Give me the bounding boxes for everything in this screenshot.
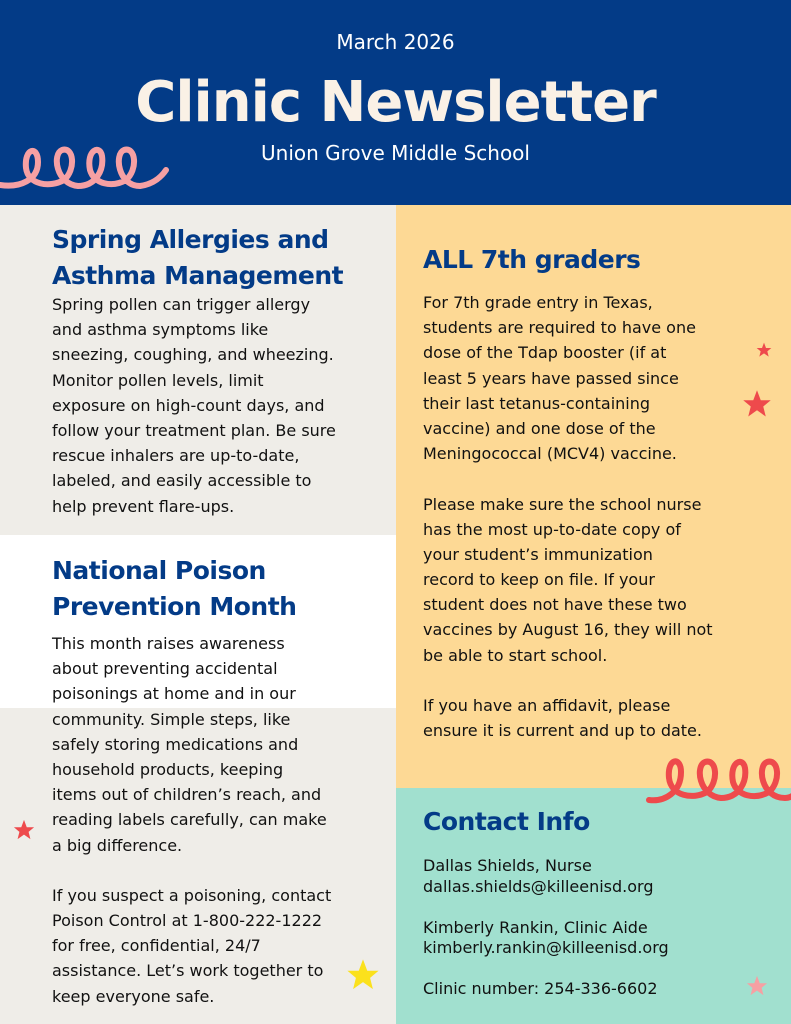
- nurse-name: Dallas Shields, Nurse: [423, 856, 592, 875]
- aide-name: Kimberly Rankin, Clinic Aide: [423, 917, 648, 937]
- red-star-icon: [756, 342, 772, 358]
- graders-heading: ALL 7th graders: [423, 245, 641, 274]
- text-line: poisonings at home and in our: [52, 684, 296, 704]
- text-line: Please make sure the school nurse: [423, 494, 702, 514]
- text-line: safely storing medications and: [52, 734, 299, 754]
- text-line: [423, 668, 713, 693]
- newsletter-title: Clinic Newsletter: [135, 70, 656, 135]
- text-line: [52, 858, 331, 883]
- contact-heading: Contact Info: [423, 807, 590, 836]
- text-line: keep everyone safe.: [52, 986, 215, 1006]
- text-line: This month raises awareness: [52, 634, 285, 653]
- text-line: Spring pollen can trigger allergy: [52, 295, 311, 314]
- text-line: record to keep on file. If your: [423, 570, 655, 590]
- text-line: items out of children’s reach, and: [52, 785, 322, 805]
- text-line: your student’s immunization: [423, 544, 653, 564]
- poison-body: [52, 631, 331, 1009]
- contact-body: [423, 856, 669, 1000]
- aide-email-link[interactable]: kimberly.rankin@killeenisd.org: [423, 938, 669, 957]
- allergies-body: [52, 292, 336, 519]
- text-line: [423, 466, 713, 491]
- text-line: sneezing, coughing, and wheezing.: [52, 345, 334, 365]
- pink-squiggle-decoration: [0, 140, 170, 200]
- nurse-email-link[interactable]: dallas.shields@killeenisd.org: [423, 876, 654, 896]
- heading-line: National Poison: [52, 556, 266, 585]
- allergies-heading: [52, 222, 343, 294]
- text-line: If you have an affidavit, please: [423, 696, 671, 715]
- text-line: household products, keeping: [52, 759, 284, 779]
- text-line: If you suspect a poisoning, contact: [52, 885, 332, 905]
- pink-star-icon: [746, 975, 768, 997]
- text-line: For 7th grade entry in Texas,: [423, 293, 653, 312]
- text-line: students are required to have one: [423, 318, 696, 338]
- text-line: reading labels carefully, can make: [52, 810, 327, 830]
- heading-line: Asthma Management: [52, 261, 344, 290]
- text-line: a big difference.: [52, 835, 183, 855]
- red-star-icon: [742, 389, 772, 419]
- text-line: Monitor pollen levels, limit: [52, 370, 264, 390]
- text-line: exposure on high-count days, and: [52, 395, 325, 415]
- text-line: vaccines by August 16, they will not: [423, 620, 713, 640]
- text-line: their last tetanus-containing: [423, 393, 651, 413]
- text-line: follow your treatment plan. Be sure: [52, 420, 336, 440]
- text-line: help prevent flare-ups.: [52, 496, 235, 516]
- newsletter-date: March 2026: [336, 30, 455, 54]
- red-squiggle-decoration: [645, 752, 791, 808]
- text-line: student does not have these two: [423, 595, 687, 615]
- text-line: about preventing accidental: [52, 659, 278, 679]
- text-line: for free, confidential, 24/7: [52, 936, 261, 956]
- text-line: be able to start school.: [423, 645, 608, 665]
- text-line: rescue inhalers are up-to-date,: [52, 446, 300, 466]
- graders-body: [423, 290, 713, 743]
- poison-heading: [52, 553, 296, 625]
- heading-line: Prevention Month: [52, 592, 297, 621]
- school-name: Union Grove Middle School: [261, 141, 530, 165]
- heading-line: Spring Allergies and: [52, 225, 329, 254]
- text-line: assistance. Let’s work together to: [52, 961, 324, 981]
- text-line: vaccine) and one dose of the: [423, 418, 656, 438]
- text-line: has the most up-to-date copy of: [423, 519, 681, 539]
- text-line: least 5 years have passed since: [423, 368, 679, 388]
- text-line: labeled, and easily accessible to: [52, 471, 312, 491]
- yellow-star-icon: [346, 958, 380, 992]
- poison-control-phone: Poison Control at 1-800-222-1222: [52, 911, 323, 931]
- text-line: ensure it is current and up to date.: [423, 721, 702, 741]
- red-star-icon: [13, 819, 35, 841]
- text-line: community. Simple steps, like: [52, 709, 291, 729]
- text-line: Meningococcal (MCV4) vaccine.: [423, 444, 677, 464]
- text-line: and asthma symptoms like: [52, 320, 269, 340]
- clinic-phone: Clinic number: 254-336-6602: [423, 979, 658, 998]
- text-line: dose of the Tdap booster (if at: [423, 343, 667, 363]
